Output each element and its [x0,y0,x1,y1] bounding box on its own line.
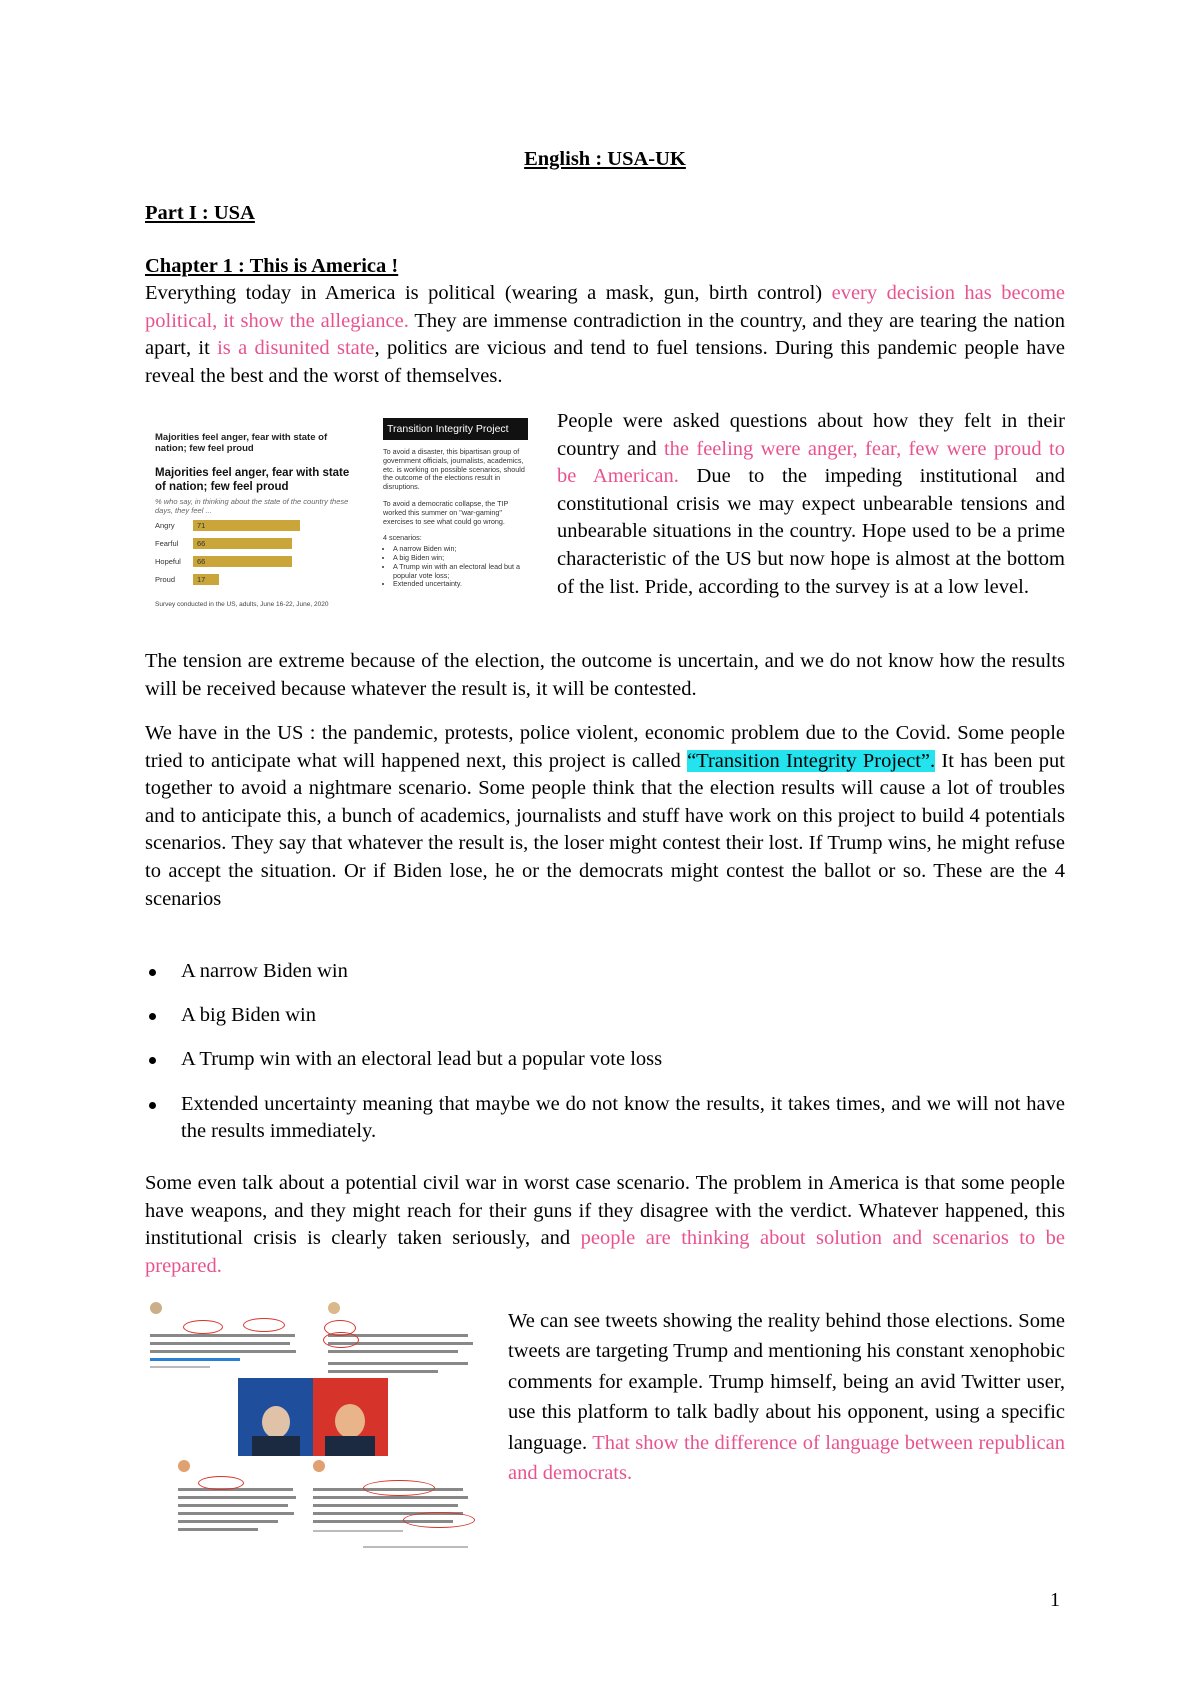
list-item [145,1091,1065,1146]
red-circle-annotation [363,1480,435,1496]
text-run: People were asked questions about how they felt in their country and [557,410,1065,460]
paragraph-survey [557,408,1065,601]
bullet-icon [149,969,156,976]
tip-scenario-list [383,545,528,589]
paragraph-tweets [508,1306,1065,1488]
tweet-card [150,1302,300,1374]
avatar [150,1302,162,1314]
list-item [145,958,1065,986]
paragraph-intro [145,280,1065,390]
survey-figure [155,432,355,617]
text-run: We have in the US : the pandemic, protests, police violent, economic problem due to the Covid. Some people tried to anticipate what will happened next, this project is called [145,722,1065,772]
avatar [328,1302,340,1314]
list-item: • Extended uncertainty. [393,580,528,589]
list-item-text: Extended uncertainty meaning that maybe we do not know the results, it takes times, and we will not have the results immediately. [181,1092,1065,1143]
text-run: They are immense contradiction in the country, and they are tearing the nation apart, it [145,309,1065,360]
text-run: It has been put together to avoid a nightmare scenario. Some people think that the election results will cause a lot of troubles and to anticipate this, a bunch of academics, journalists and stuff have work on this project to build 4 potentials scenarios. They say that whatever the result is, the loser might contest their lost. If Trump wins, he might refuse to accept the situation. Or if Biden lose, he or the democrats might contest the ballot or so. These are the 4 scenarios [145,749,1065,910]
paragraph-tip [145,720,1065,913]
highlighted-text: the feeling were anger, fear, few were proud to be American. [557,437,1065,488]
list-item: • A narrow Biden win; [393,545,528,554]
list-item-text: A Trump win with an electoral lead but a popular vote loss [181,1048,663,1071]
list-item: • A big Biden win; [393,554,528,563]
tweet-text-lines [150,1332,300,1370]
text-run: We can see tweets showing the reality behind those elections. Some tweets are targeting Trump and mentioning his constant xenophobic comments for example. Trump himself, being an avid Twitter user, use this platform to talk badly about his opponent, using a specific language. [508,1310,1065,1454]
tweets-figure [148,1300,478,1540]
survey-bar-row [155,572,355,587]
text-run: Everything today in America is political (wearing a mask, gun, birth control) [145,282,832,304]
list-item [145,1002,1065,1030]
tweet-text-lines [178,1484,298,1544]
survey-small-title: Majorities feel anger, fear with state of nation; few feel proud [155,432,328,454]
biden-photo [238,1378,313,1456]
tip-figure [383,418,528,623]
red-circle-annotation [183,1320,223,1334]
list-item-text: A big Biden win [181,1004,316,1027]
survey-bar-label: Proud [155,574,176,584]
bullet-icon [149,1057,156,1064]
tip-text-2: To avoid a democratic collapse, the TIP worked this summer on "war-gaming" exercises to see what could go wrong. [383,498,509,526]
tip-text-1: To avoid a disaster, this bipartisan group of government officials, journalists, academics, etc. is working on possible scenarios, should the outcome of the elections result in disruptions. [383,447,525,492]
list-item: • A Trump win with an electoral lead but a popular vote loss; [393,563,528,581]
tweet-card [178,1460,298,1548]
survey-bar: 71 [193,520,300,531]
scenario-list [145,958,1065,1162]
paragraph-civil-war [145,1170,1065,1280]
highlighted-text: every decision has become political, it show the allegiance. [145,282,1065,332]
tip-list-title: 4 scenarios: [383,533,422,543]
highlighted-project-name: “Transition Integrity Project”. [687,749,936,772]
survey-bar: 17 [193,574,219,585]
bullet-icon [149,1102,156,1109]
paragraph-tension: The tension are extreme because of the election, the outcome is uncertain, and we do not know how the results will be received because whatever the result is, it will be contested. [145,650,1065,700]
survey-bar-label: Angry [155,520,175,530]
red-circle-annotation [403,1512,475,1528]
survey-bar: 66 [193,538,292,549]
avatar [313,1460,325,1472]
avatar [178,1460,190,1472]
highlighted-text: That show the difference of language between republican and democrats. [508,1431,1065,1485]
highlighted-text: is a disunited state [217,337,375,360]
survey-bar: 66 [193,556,292,567]
survey-bars [155,518,355,587]
tweet-card [313,1460,473,1558]
survey-bar-label: Fearful [155,538,179,548]
list-item [145,1046,1065,1074]
red-circle-annotation [198,1476,244,1490]
text-run: , politics are vicious and tend to fuel tensions. During this pandemic people have reveal the best and the worst of themselves. [145,337,1065,387]
list-item-text: A narrow Biden win [181,960,348,982]
survey-note: Survey conducted in the US, adults, June 16-22, June, 2020 [155,601,329,608]
text-run: Due to the impeding institutional and constitutional crisis we may expect unbearable tensions and unbearable situations in the country. Hope used to be a prime characteristic of the US but now hope is almost at the bottom of the list. Pride, according to the survey is at a low level. [557,465,1065,598]
document-title: English : USA-UK [524,148,686,170]
survey-title: Majorities feel anger, fear with state of nation; few feel proud [155,467,350,493]
trump-photo [313,1378,388,1456]
chapter-heading: Chapter 1 : This is America ! [145,255,399,277]
highlighted-text: people are thinking about solution and scenarios to be prepared. [145,1227,1066,1277]
part-heading: Part I : USA [145,202,255,224]
survey-bar-label: Hopeful [155,556,181,566]
page-number: 1 [1050,1589,1060,1611]
text-run: Some even talk about a potential civil war in worst case scenario. The problem in America is that some people have weapons, and they might reach for their guns if they disagree with the verdict. Whatever happened, this institutional crisis is clearly taken seriously, and [145,1172,1065,1250]
survey-subtitle: % who say, in thinking about the state of the country these days, they feel ... [155,497,349,515]
bullet-icon [149,1013,156,1020]
red-circle-annotation [323,1332,359,1348]
tip-header: Transition Integrity Project [383,418,528,440]
red-circle-annotation [243,1318,285,1332]
